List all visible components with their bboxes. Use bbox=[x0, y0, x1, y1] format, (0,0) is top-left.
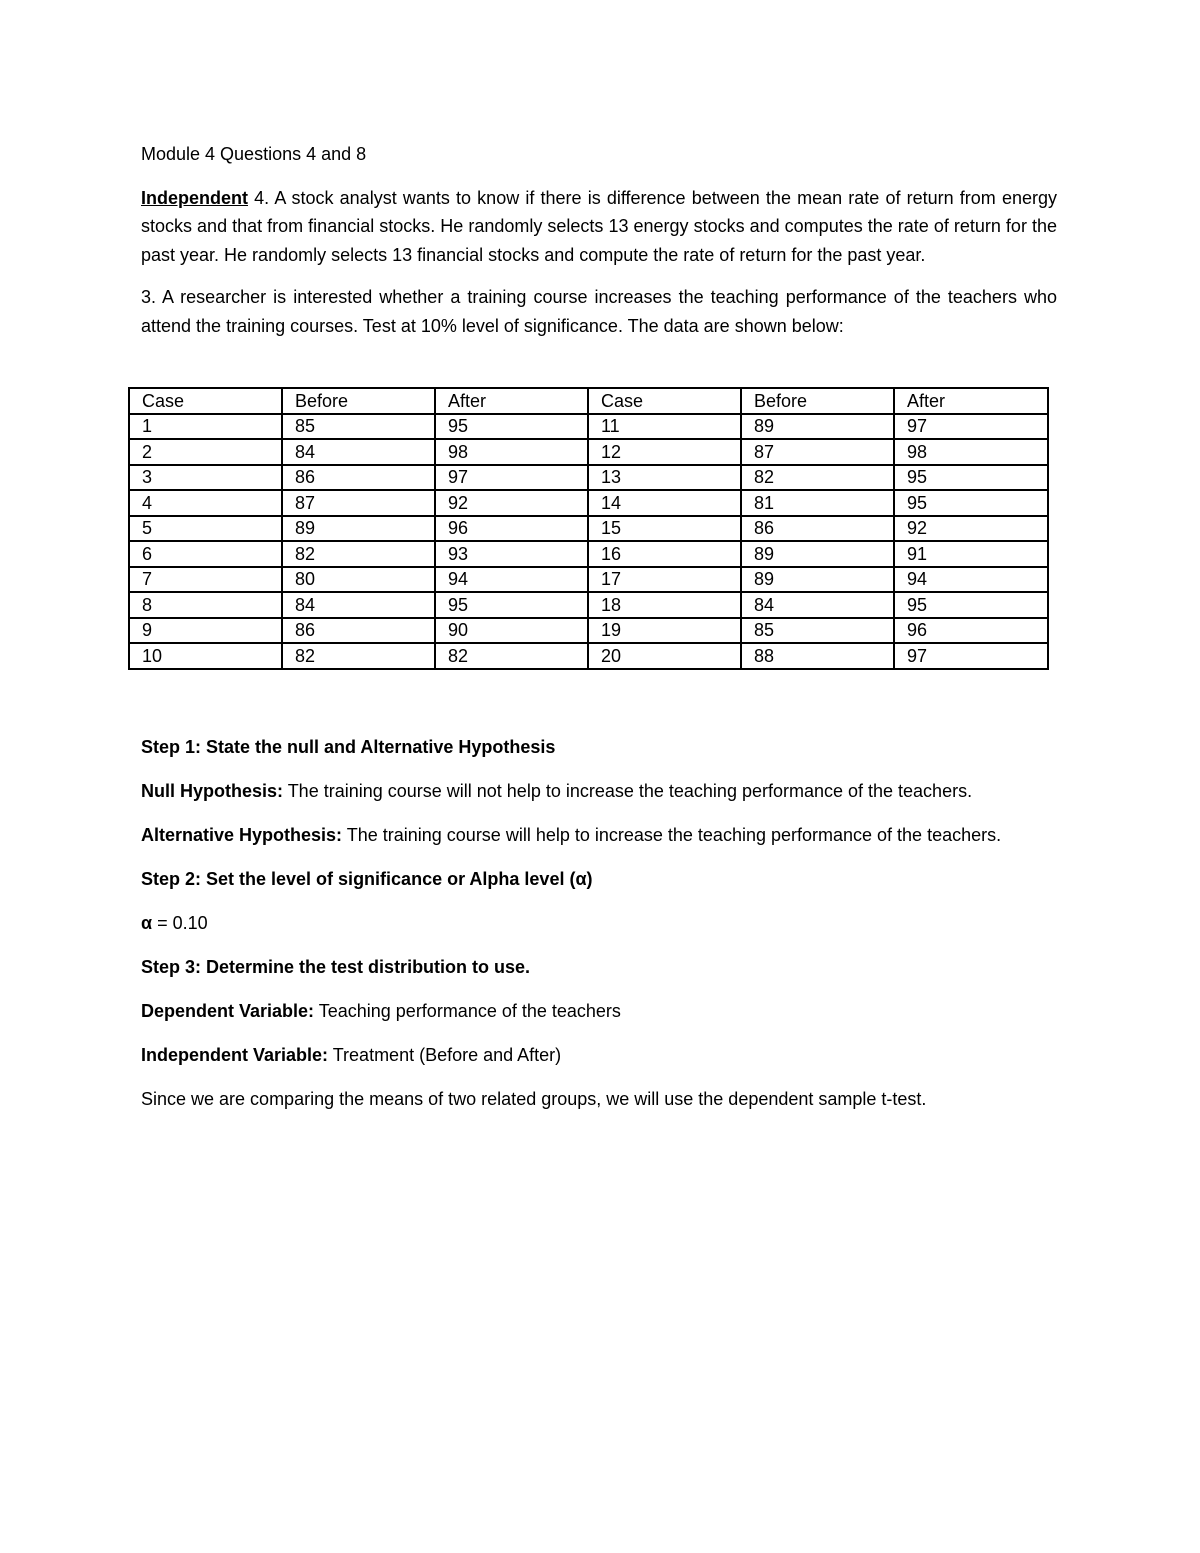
null-hypothesis bbox=[141, 777, 1057, 806]
table-row bbox=[129, 592, 1048, 618]
alternative-hypothesis-text: The training course will help to increase the teaching performance of the teachers. bbox=[342, 825, 1002, 845]
step-2-heading: Step 2: Set the level of significance or Alpha level (α) bbox=[141, 869, 593, 889]
table-row bbox=[129, 516, 1048, 542]
table-cell: 80 bbox=[282, 567, 435, 593]
table-cell: 86 bbox=[282, 618, 435, 644]
table-cell: 88 bbox=[741, 643, 894, 669]
table-cell: 86 bbox=[741, 516, 894, 542]
table-row bbox=[129, 618, 1048, 644]
alternative-hypothesis bbox=[141, 821, 1057, 850]
alpha-symbol: α bbox=[141, 913, 153, 933]
table-cell: 85 bbox=[282, 414, 435, 440]
table-cell: 95 bbox=[894, 465, 1048, 491]
table-cell: 18 bbox=[588, 592, 741, 618]
table-header-cell: Case bbox=[588, 388, 741, 414]
table-cell: 85 bbox=[741, 618, 894, 644]
table-cell: 14 bbox=[588, 490, 741, 516]
data-table bbox=[128, 387, 1049, 670]
table-cell: 89 bbox=[741, 567, 894, 593]
table-header-cell: Before bbox=[282, 388, 435, 414]
null-hypothesis-text: The training course will not help to increase the teaching performance of the teachers. bbox=[283, 781, 973, 801]
dependent-variable-text: Teaching performance of the teachers bbox=[314, 1001, 621, 1021]
table-row bbox=[129, 567, 1048, 593]
table-cell: 92 bbox=[894, 516, 1048, 542]
table-cell: 95 bbox=[894, 592, 1048, 618]
independent-variable-label: Independent Variable: bbox=[141, 1045, 329, 1065]
table-cell: 93 bbox=[435, 541, 588, 567]
table-cell: 6 bbox=[129, 541, 282, 567]
table-cell: 95 bbox=[435, 592, 588, 618]
conclusion-text: Since we are comparing the means of two related groups, we will use the dependent sample t-test. bbox=[141, 1089, 927, 1109]
table-cell: 91 bbox=[894, 541, 1048, 567]
dependent-variable-label: Dependent Variable: bbox=[141, 1001, 315, 1021]
table-row bbox=[129, 541, 1048, 567]
document-body bbox=[141, 140, 1057, 354]
table-cell: 7 bbox=[129, 567, 282, 593]
table-cell: 94 bbox=[435, 567, 588, 593]
step-1-heading: Step 1: State the null and Alternative Hypothesis bbox=[141, 737, 556, 757]
dependent-variable bbox=[141, 997, 1057, 1026]
table-cell: 97 bbox=[894, 643, 1048, 669]
question-3-paragraph: 3. A researcher is interested whether a training course increases the teaching performance of the teachers who attend the training courses. Test at 10% level of significance. The data are shown below: bbox=[141, 287, 1057, 336]
table-cell: 84 bbox=[282, 439, 435, 465]
table-cell: 16 bbox=[588, 541, 741, 567]
table-cell: 2 bbox=[129, 439, 282, 465]
table-row bbox=[129, 643, 1048, 669]
step-3-heading: Step 3: Determine the test distribution to use. bbox=[141, 957, 531, 977]
table-cell: 89 bbox=[741, 541, 894, 567]
table-row bbox=[129, 465, 1048, 491]
table-header-row bbox=[129, 388, 1048, 414]
table-cell: 84 bbox=[282, 592, 435, 618]
table-header-cell: Before bbox=[741, 388, 894, 414]
independent-variable bbox=[141, 1041, 1057, 1070]
table-cell: 95 bbox=[894, 490, 1048, 516]
table-cell: 11 bbox=[588, 414, 741, 440]
solution-steps bbox=[141, 733, 1057, 1129]
table-cell: 4 bbox=[129, 490, 282, 516]
table-cell: 15 bbox=[588, 516, 741, 542]
alternative-hypothesis-label: Alternative Hypothesis: bbox=[141, 825, 343, 845]
table-header-cell: After bbox=[435, 388, 588, 414]
question-4-paragraph bbox=[141, 184, 1057, 270]
table-cell: 89 bbox=[741, 414, 894, 440]
table-cell: 96 bbox=[435, 516, 588, 542]
table-cell: 84 bbox=[741, 592, 894, 618]
table-cell: 87 bbox=[282, 490, 435, 516]
table-cell: 97 bbox=[894, 414, 1048, 440]
table-row bbox=[129, 414, 1048, 440]
document-title: Module 4 Questions 4 and 8 bbox=[141, 144, 367, 164]
table-header-cell: Case bbox=[129, 388, 282, 414]
table-cell: 82 bbox=[741, 465, 894, 491]
table-cell: 87 bbox=[741, 439, 894, 465]
table-cell: 13 bbox=[588, 465, 741, 491]
table-cell: 98 bbox=[435, 439, 588, 465]
alpha-value-text: = 0.10 bbox=[152, 913, 208, 933]
table-cell: 9 bbox=[129, 618, 282, 644]
table-cell: 94 bbox=[894, 567, 1048, 593]
table-cell: 3 bbox=[129, 465, 282, 491]
table-cell: 19 bbox=[588, 618, 741, 644]
question-4-text: 4. A stock analyst wants to know if there is difference between the mean rate of return from energy stocks and that from financial stocks. He randomly selects 13 energy stocks and computes the rate of return for the past year. He randomly selects 13 financial stocks and compute the rate of return for the past year. bbox=[141, 187, 1057, 265]
table-cell: 92 bbox=[435, 490, 588, 516]
table-cell: 20 bbox=[588, 643, 741, 669]
table-row bbox=[129, 490, 1048, 516]
table-cell: 10 bbox=[129, 643, 282, 669]
table-row bbox=[129, 439, 1048, 465]
independent-variable-text: Treatment (Before and After) bbox=[328, 1045, 562, 1065]
table-cell: 8 bbox=[129, 592, 282, 618]
table-cell: 81 bbox=[741, 490, 894, 516]
table-cell: 86 bbox=[282, 465, 435, 491]
table-cell: 82 bbox=[282, 643, 435, 669]
table-header-cell: After bbox=[894, 388, 1048, 414]
table-cell: 82 bbox=[435, 643, 588, 669]
table-cell: 12 bbox=[588, 439, 741, 465]
table-cell: 5 bbox=[129, 516, 282, 542]
table-cell: 95 bbox=[435, 414, 588, 440]
null-hypothesis-label: Null Hypothesis: bbox=[141, 781, 284, 801]
table-cell: 89 bbox=[282, 516, 435, 542]
table-cell: 1 bbox=[129, 414, 282, 440]
table-cell: 82 bbox=[282, 541, 435, 567]
table-cell: 17 bbox=[588, 567, 741, 593]
alpha-value bbox=[141, 909, 1057, 938]
table-cell: 98 bbox=[894, 439, 1048, 465]
table-cell: 90 bbox=[435, 618, 588, 644]
question-4-label: Independent bbox=[141, 187, 248, 208]
table-cell: 96 bbox=[894, 618, 1048, 644]
table-cell: 97 bbox=[435, 465, 588, 491]
